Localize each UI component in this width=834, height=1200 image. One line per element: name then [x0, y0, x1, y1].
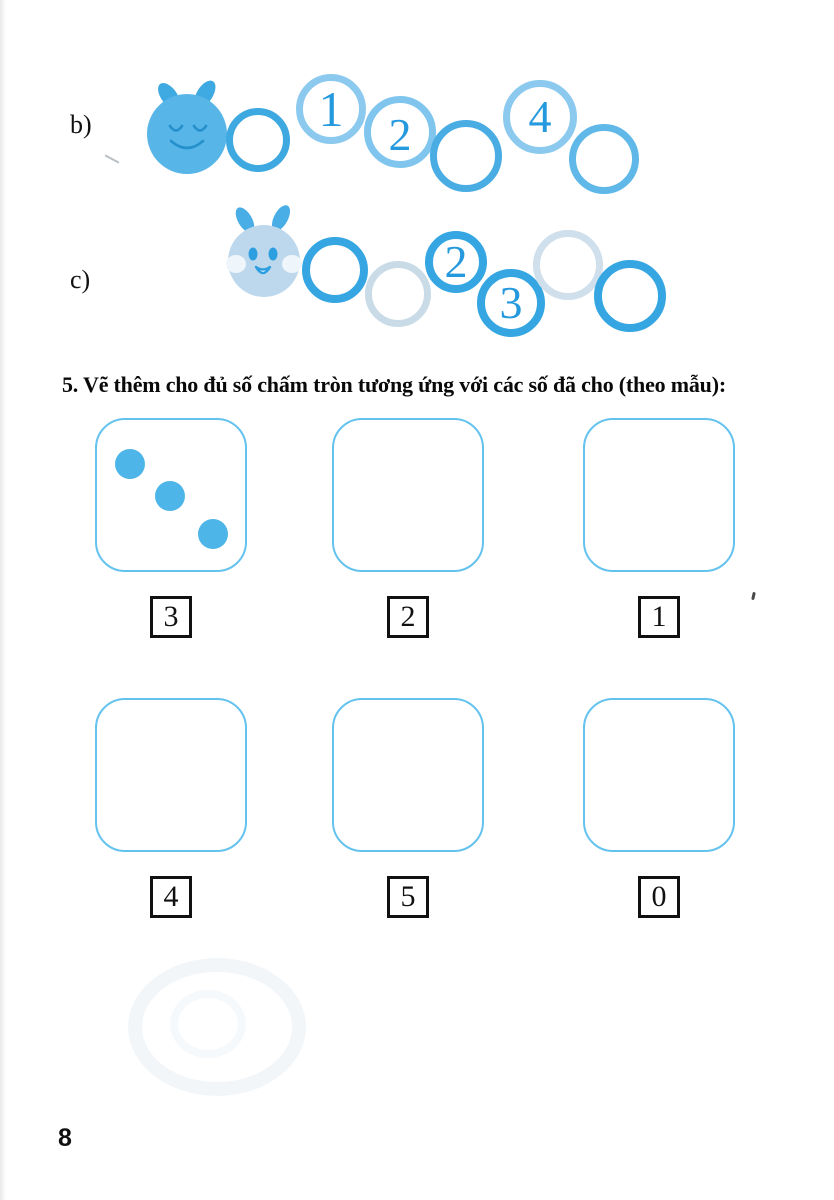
- chain-circle-empty: [302, 237, 368, 303]
- chain-circle-number: 2: [364, 96, 436, 168]
- dot-box: [332, 698, 484, 852]
- exercise-5-title: 5. Vẽ thêm cho đủ số chấm tròn tương ứng với các số đã cho (theo mẫu):: [62, 372, 726, 397]
- number-label: 5: [387, 876, 429, 918]
- number-label: 0: [638, 876, 680, 918]
- chain-circle-number: 3: [477, 269, 545, 337]
- item-label-b: b): [70, 110, 92, 139]
- chain-circle-empty-pale: [533, 230, 603, 300]
- caterpillar-b: [140, 70, 655, 215]
- chain-circle-empty: [226, 108, 290, 172]
- caterpillar-head-icon: [220, 205, 308, 301]
- dot-card-5: [332, 698, 484, 918]
- item-label-c: c): [70, 265, 91, 294]
- dot-icon: [155, 481, 185, 511]
- caterpillar-c: [195, 205, 695, 355]
- dot-box: [95, 698, 247, 852]
- chain-circle-number: 1: [296, 74, 366, 144]
- dot-card-2: [332, 418, 484, 638]
- dot-card-1: [583, 418, 735, 638]
- dot-icon: [115, 449, 145, 479]
- number-label: 1: [638, 596, 680, 638]
- dot-card-0: [583, 698, 735, 918]
- scan-stray-mark: [751, 592, 756, 600]
- chain-circle-empty-pale: [365, 261, 431, 327]
- number-label: 3: [150, 596, 192, 638]
- number-label: 4: [150, 876, 192, 918]
- dot-box: [95, 418, 247, 572]
- chain-circle-empty: [430, 120, 502, 192]
- page-number: 8: [58, 1124, 72, 1152]
- chain-circle-empty: [594, 260, 666, 332]
- scan-edge-shadow: [0, 0, 6, 1200]
- dot-icon: [198, 519, 228, 549]
- scan-scratch-mark: [104, 154, 119, 163]
- caterpillar-head-icon: [142, 78, 234, 180]
- chain-circle-number: 4: [503, 80, 577, 154]
- dot-box: [583, 698, 735, 852]
- number-label: 2: [387, 596, 429, 638]
- dot-box: [583, 418, 735, 572]
- dot-card-4: [95, 698, 247, 918]
- bleed-through-ghost: [170, 990, 246, 1058]
- chain-circle-number: 2: [425, 231, 487, 293]
- dot-card-3: [95, 418, 247, 638]
- dot-box: [332, 418, 484, 572]
- chain-circle-empty: [569, 124, 639, 194]
